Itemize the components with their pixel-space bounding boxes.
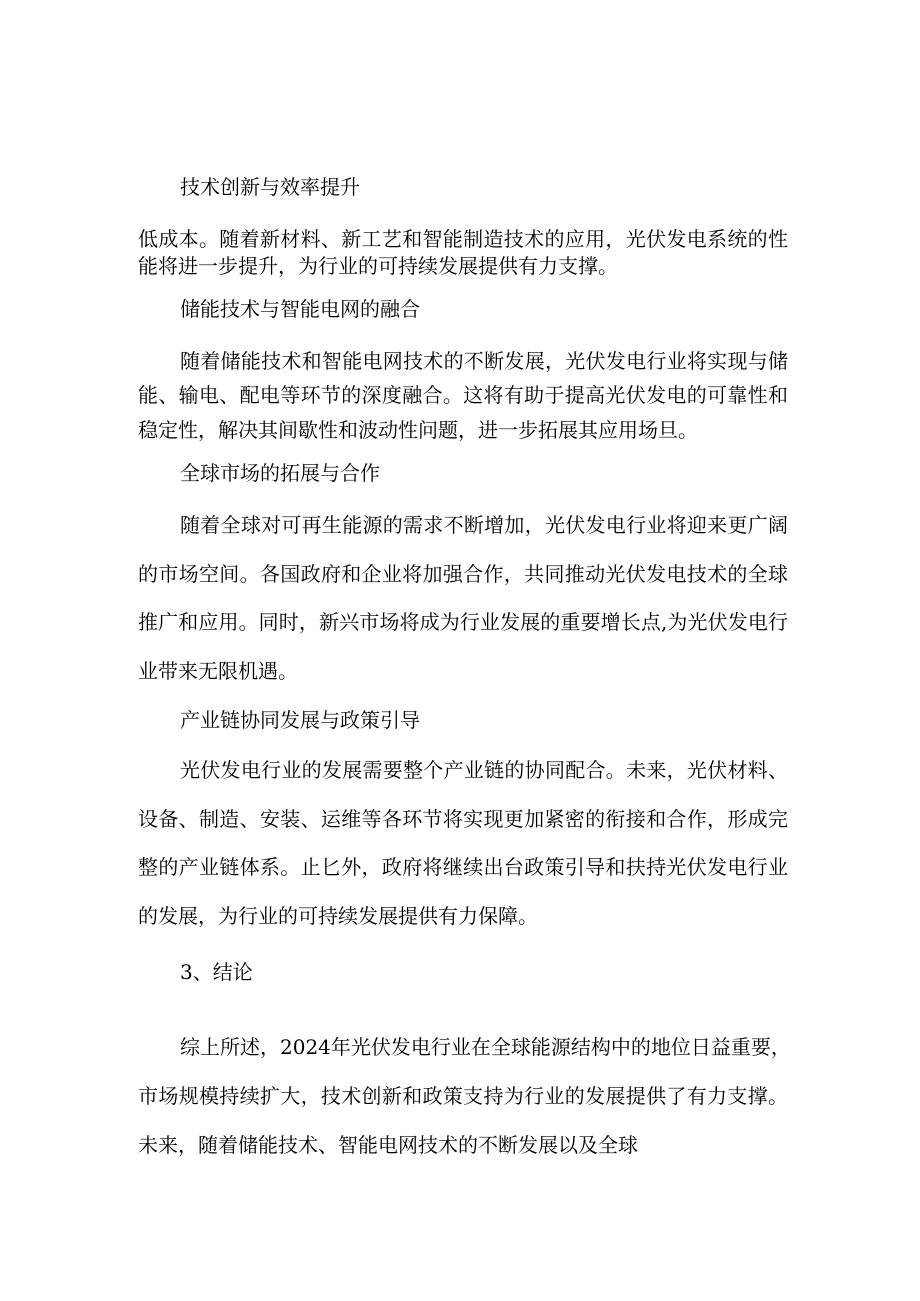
- section-heading-tech-innovation: 技术创新与效率提升: [180, 175, 360, 199]
- paragraph-line: 能、输电、配电等环节的深度融合。这将有助于提高光伏发电的可靠性和: [138, 383, 788, 407]
- section-heading-storage-grid: 储能技术与智能电网的融合: [180, 297, 420, 321]
- paragraph-line: 整的产业链体系。止匕外，政府将继续出台政策引导和扶持光伏发电行业: [138, 855, 788, 879]
- paragraph-line: 设备、制造、安装、运维等各环节将实现更加紧密的衔接和合作，形成完: [138, 807, 788, 831]
- paragraph-line: 市场规模持续扩大，技术创新和政策支持为行业的发展提供了有力支撑。: [138, 1084, 788, 1108]
- paragraph-line: 推广和应用。同时，新兴市场将成为行业发展的重要增长点,为光伏发电行: [138, 610, 788, 634]
- paragraph-line: 业带来无限机遇。: [138, 659, 298, 683]
- section-heading-global-market: 全球市场的拓展与合作: [180, 461, 380, 485]
- paragraph-line: 的发展，为行业的可持续发展提供有力保障。: [138, 904, 538, 928]
- paragraph-line: 未来，随着储能技术、智能电网技术的不断发展以及全球: [138, 1133, 638, 1157]
- paragraph-line: 稳定性，解决其间歇性和波动性问题，进一步拓展其应用场旦。: [138, 418, 698, 442]
- section-heading-industry-chain: 产业链协同发展与政策引导: [180, 708, 420, 732]
- paragraph-line: 综上所述，2024年光伏发电行业在全球能源结构中的地位日益重要，: [180, 1035, 791, 1059]
- paragraph-line: 的市场空间。各国政府和企业将加强合作，共同推动光伏发电技术的全球: [138, 562, 788, 586]
- paragraph-line: 低成本。随着新材料、新工艺和智能制造技术的应用，光伏发电系统的性: [138, 227, 788, 251]
- section-heading-conclusion: 3、结论: [180, 960, 253, 984]
- paragraph-line: 光伏发电行业的发展需要整个产业链的协同配合。未来，光伏材料、: [180, 758, 788, 782]
- paragraph-line: 随着全球对可再生能源的需求不断增加，光伏发电行业将迎来更广阔: [180, 513, 788, 537]
- paragraph-line: 能将进一步提升，为行业的可持续发展提供有力支撑。: [138, 254, 618, 278]
- paragraph-line: 随着储能技术和智能电网技术的不断发展，光伏发电行业将实现与储: [180, 349, 788, 373]
